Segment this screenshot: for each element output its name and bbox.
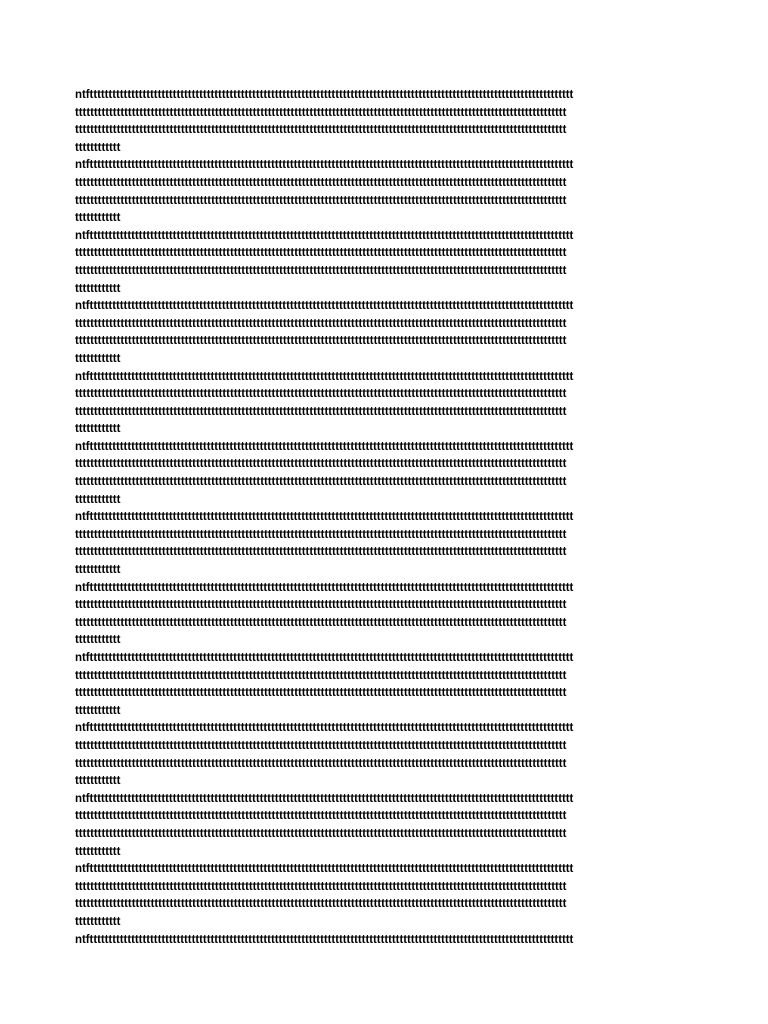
text-line: tttttttttttttttttttttttttttttttttttttttttttttttttttttttttttttttttttttttttttttttttttttttttttttttttttttttttttttttttttttttttttttttttt [75, 317, 567, 330]
paragraph [75, 580, 695, 650]
text-line: ntftttttttttttttttttttttttttttttttttttttttttttttttttttttttttttttttttttttttttttttttttttttttttttttttttttttttttttttttttttttttttttttttt [75, 722, 574, 735]
paragraph [75, 932, 695, 950]
text-line: tttttttttttttttttttttttttttttttttttttttttttttttttttttttttttttttttttttttttttttttttttttttttttttttttttttttttttttttttttttttttttttttttt [75, 528, 567, 541]
text-line: tttttttttttttttttttttttttttttttttttttttttttttttttttttttttttttttttttttttttttttttttttttttttttttttttttttttttttttttttttttttttttttttttt [75, 335, 567, 348]
text-line: tttttttttttt [75, 423, 121, 436]
text-line: tttttttttttt [75, 845, 121, 858]
text-line: tttttttttttt [75, 352, 121, 365]
text-line: tttttttttttt [75, 564, 121, 577]
text-line: ntftttttttttttttttttttttttttttttttttttttttttttttttttttttttttttttttttttttttttttttttttttttttttttttttttttttttttttttttttttttttttttttttt [75, 159, 574, 172]
text-line: tttttttttttttttttttttttttttttttttttttttttttttttttttttttttttttttttttttttttttttttttttttttttttttttttttttttttttttttttttttttttttttttttt [75, 810, 567, 823]
text-line: tttttttttttttttttttttttttttttttttttttttttttttttttttttttttttttttttttttttttttttttttttttttttttttttttttttttttttttttttttttttttttttttttt [75, 546, 567, 559]
text-line: ntftttttttttttttttttttttttttttttttttttttttttttttttttttttttttttttttttttttttttttttttttttttttttttttttttttttttttttttttttttttttttttttttt [75, 792, 574, 805]
paragraph [75, 861, 695, 931]
text-line: ntftttttttttttttttttttttttttttttttttttttttttttttttttttttttttttttttttttttttttttttttttttttttttttttttttttttttttttttttttttttttttttttttt [75, 300, 574, 313]
text-line: tttttttttttt [75, 775, 121, 788]
text-line: ntftttttttttttttttttttttttttttttttttttttttttttttttttttttttttttttttttttttttttttttttttttttttttttttttttttttttttttttttttttttttttttttttt [75, 863, 574, 876]
text-line: tttttttttttttttttttttttttttttttttttttttttttttttttttttttttttttttttttttttttttttttttttttttttttttttttttttttttttttttttttttttttttttttttt [75, 176, 567, 189]
text-line: tttttttttttttttttttttttttttttttttttttttttttttttttttttttttttttttttttttttttttttttttttttttttttttttttttttttttttttttttttttttttttttttttt [75, 106, 567, 119]
paragraph [75, 650, 695, 720]
text-line: tttttttttttttttttttttttttttttttttttttttttttttttttttttttttttttttttttttttttttttttttttttttttttttttttttttttttttttttttttttttttttttttttt [75, 616, 567, 629]
text-line: ntftttttttttttttttttttttttttttttttttttttttttttttttttttttttttttttttttttttttttttttttttttttttttttttttttttttttttttttttttttttttttttttttt [75, 581, 574, 594]
document-body [75, 87, 695, 949]
paragraph [75, 509, 695, 579]
paragraph [75, 720, 695, 790]
text-line: tttttttttttttttttttttttttttttttttttttttttttttttttttttttttttttttttttttttttttttttttttttttttttttttttttttttttttttttttttttttttttttttttt [75, 476, 567, 489]
text-line: tttttttttttt [75, 704, 121, 717]
text-line: ntftttttttttttttttttttttttttttttttttttttttttttttttttttttttttttttttttttttttttttttttttttttttttttttttttttttttttttttttttttttttttttttttt [75, 652, 574, 664]
text-line: ntftttttttttttttttttttttttttttttttttttttttttttttttttttttttttttttttttttttttttttttttttttttttttttttttttttttttttttttttttttttttttttttttt [75, 229, 574, 242]
text-line: tttttttttttttttttttttttttttttttttttttttttttttttttttttttttttttttttttttttttttttttttttttttttttttttttttttttttttttttttttttttttttttttttt [75, 405, 567, 418]
text-line: tttttttttttttttttttttttttttttttttttttttttttttttttttttttttttttttttttttttttttttttttttttttttttttttttttttttttttttttttttttttttttttttttt [75, 757, 567, 770]
text-line: tttttttttttt [75, 141, 121, 154]
text-line: tttttttttttttttttttttttttttttttttttttttttttttttttttttttttttttttttttttttttttttttttttttttttttttttttttttttttttttttttttttttttttttttttt [75, 247, 567, 260]
text-line: tttttttttttt [75, 493, 121, 506]
text-line: tttttttttttttttttttttttttttttttttttttttttttttttttttttttttttttttttttttttttttttttttttttttttttttttttttttttttttttttttttttttttttttttttt [75, 264, 567, 277]
text-line: tttttttttttttttttttttttttttttttttttttttttttttttttttttttttttttttttttttttttttttttttttttttttttttttttttttttttttttttttttttttttttttttttt [75, 599, 567, 612]
text-line: tttttttttttt [75, 915, 121, 928]
text-line: tttttttttttttttttttttttttttttttttttttttttttttttttttttttttttttttttttttttttttttttttttttttttttttttttttttttttttttttttttttttttttttttttt [75, 687, 567, 700]
text-line: ntftttttttttttttttttttttttttttttttttttttttttttttttttttttttttttttttttttttttttttttttttttttttttttttttttttttttttttttttttttttttttttttttt [75, 89, 574, 101]
paragraph [75, 228, 695, 298]
text-line: tttttttttttttttttttttttttttttttttttttttttttttttttttttttttttttttttttttttttttttttttttttttttttttttttttttttttttttttttttttttttttttttttt [75, 827, 567, 840]
text-line: ntftttttttttttttttttttttttttttttttttttttttttttttttttttttttttttttttttttttttttttttttttttttttttttttttttttttttttttttttttttttttttttttttt [75, 933, 574, 946]
text-line: ntftttttttttttttttttttttttttttttttttttttttttttttttttttttttttttttttttttttttttttttttttttttttttttttttttttttttttttttttttttttttttttttttt [75, 370, 574, 383]
text-line: tttttttttttttttttttttttttttttttttttttttttttttttttttttttttttttttttttttttttttttttttttttttttttttttttttttttttttttttttttttttttttttttttt [75, 458, 567, 471]
paragraph [75, 87, 695, 157]
text-line: tttttttttttt [75, 282, 121, 295]
text-line: ntftttttttttttttttttttttttttttttttttttttttttttttttttttttttttttttttttttttttttttttttttttttttttttttttttttttttttttttttttttttttttttttttt [75, 440, 574, 453]
text-line: tttttttttttttttttttttttttttttttttttttttttttttttttttttttttttttttttttttttttttttttttttttttttttttttttttttttttttttttttttttttttttttttttt [75, 739, 567, 752]
text-line: tttttttttttttttttttttttttttttttttttttttttttttttttttttttttttttttttttttttttttttttttttttttttttttttttttttttttttttttttttttttttttttttttt [75, 880, 567, 893]
paragraph [75, 298, 695, 368]
paragraph [75, 439, 695, 509]
text-line: tttttttttttttttttttttttttttttttttttttttttttttttttttttttttttttttttttttttttttttttttttttttttttttttttttttttttttttttttttttttttttttttttt [75, 388, 567, 401]
text-line: tttttttttttttttttttttttttttttttttttttttttttttttttttttttttttttttttttttttttttttttttttttttttttttttttttttttttttttttttttttttttttttttttt [75, 669, 567, 682]
paragraph [75, 369, 695, 439]
text-line: tttttttttttttttttttttttttttttttttttttttttttttttttttttttttttttttttttttttttttttttttttttttttttttttttttttttttttttttttttttttttttttttttt [75, 898, 567, 911]
text-line: tttttttttttt [75, 634, 121, 647]
text-line: tttttttttttttttttttttttttttttttttttttttttttttttttttttttttttttttttttttttttttttttttttttttttttttttttttttttttttttttttttttttttttttttttt [75, 124, 567, 137]
text-line: tttttttttttt [75, 212, 121, 225]
paragraph [75, 157, 695, 227]
text-line: ntftttttttttttttttttttttttttttttttttttttttttttttttttttttttttttttttttttttttttttttttttttttttttttttttttttttttttttttttttttttttttttttttt [75, 511, 574, 524]
paragraph [75, 791, 695, 861]
text-line: tttttttttttttttttttttttttttttttttttttttttttttttttttttttttttttttttttttttttttttttttttttttttttttttttttttttttttttttttttttttttttttttttt [75, 194, 567, 207]
